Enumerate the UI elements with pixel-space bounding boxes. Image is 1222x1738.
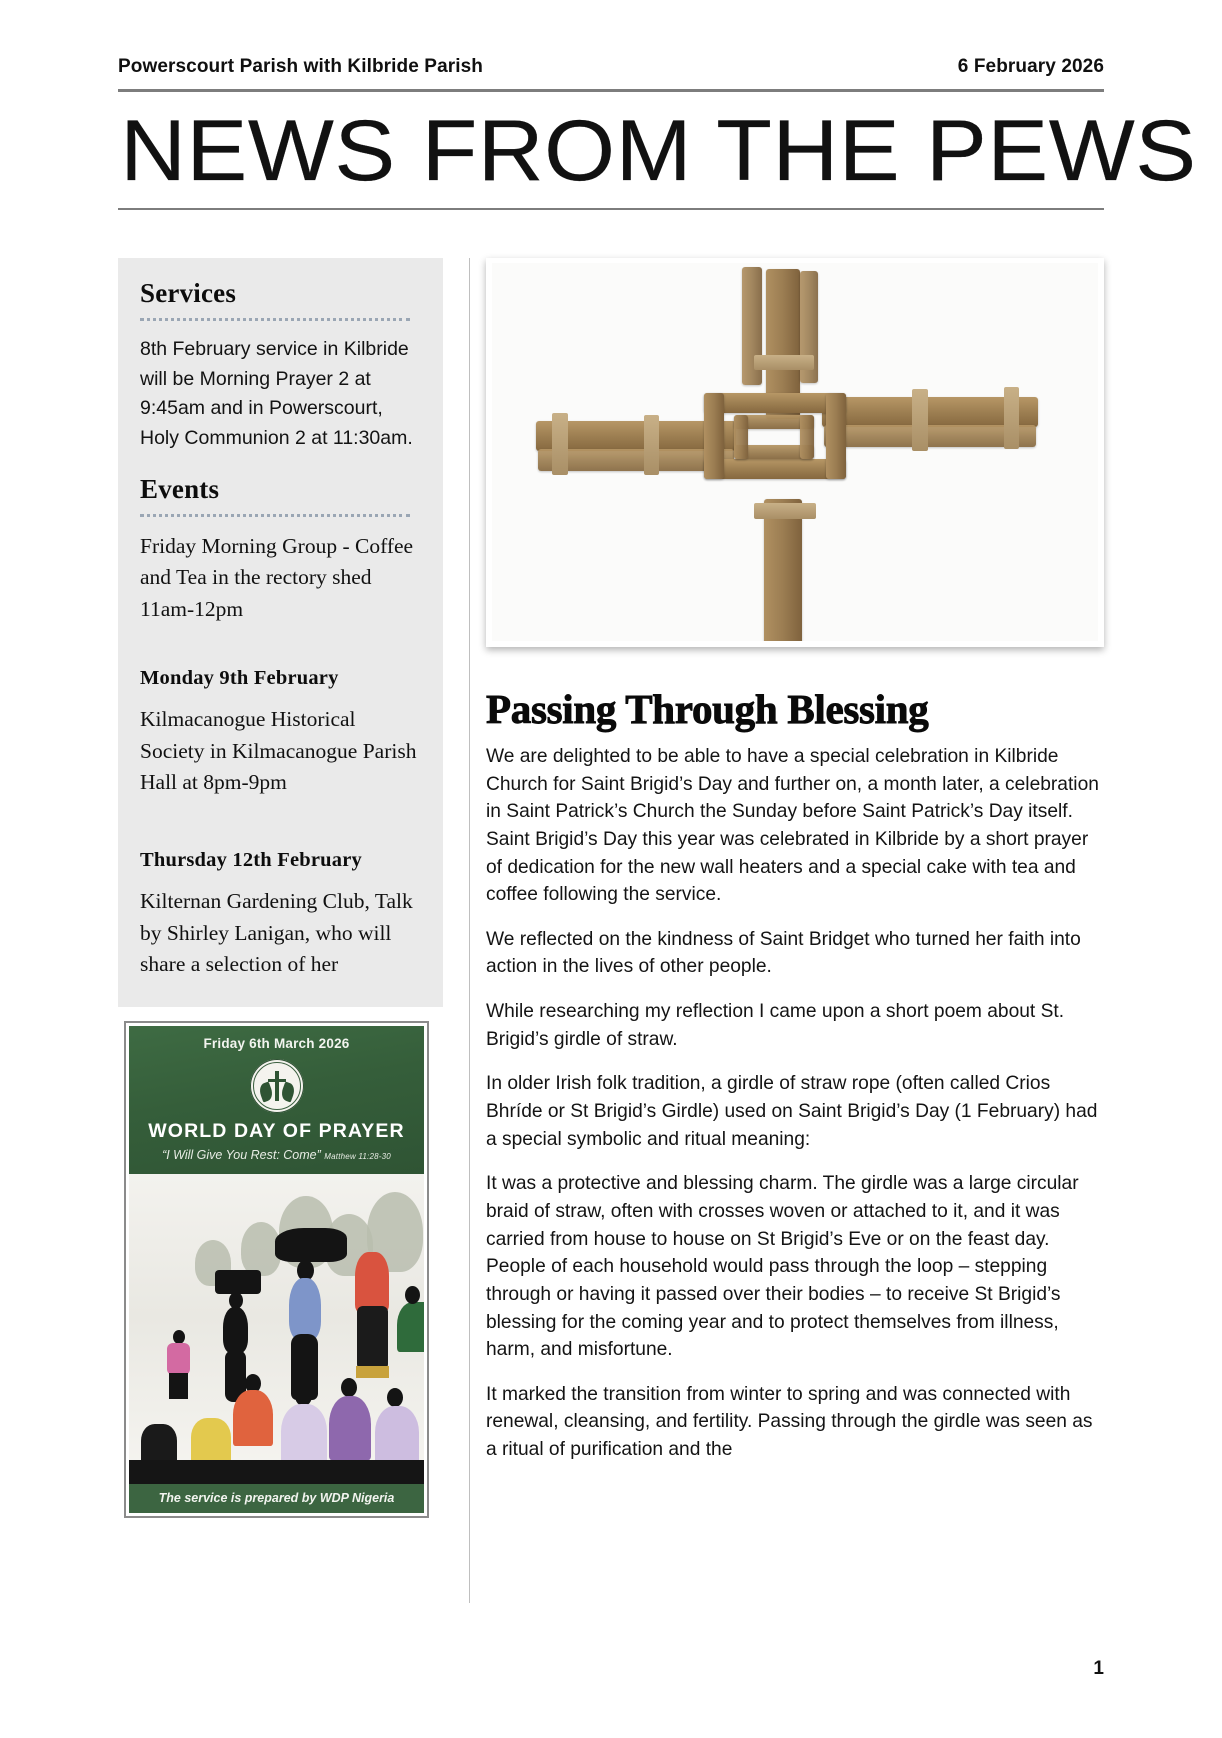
- spacer: [140, 454, 421, 474]
- feature-article: [486, 685, 1104, 1464]
- poster-header: [129, 1026, 424, 1174]
- poster-date: Friday 6th March 2026: [203, 1035, 350, 1051]
- column-divider: [469, 258, 470, 1603]
- article-paragraph-2: While researching my reflection I came upon a short poem about St. Brigid’s girdle of straw.: [486, 1001, 1065, 1050]
- world-day-of-prayer-poster: [124, 1021, 429, 1518]
- event-date-1: Monday 9th February: [140, 667, 339, 690]
- spacer: [140, 690, 421, 704]
- event-text-1: Kilmacanogue Historical Society in Kilmacanogue Parish Hall at 8pm-9pm: [140, 707, 417, 795]
- content-columns: [118, 258, 1104, 1618]
- spacer: [140, 872, 421, 886]
- article-title: Passing Through Blessing: [486, 686, 929, 732]
- poster-title: WORLD DAY OF PRAYER: [148, 1119, 405, 1142]
- events-heading: Events: [140, 473, 220, 504]
- poster-footer: The service is prepared by WDP Nigeria: [129, 1484, 424, 1513]
- world-day-of-prayer-emblem-icon: [250, 1059, 304, 1113]
- poster-inner: [129, 1026, 424, 1513]
- article-paragraph-0: We are delighted to be able to have a special celebration in Kilbride Church for Saint Brigid’s Day and further on, a month later, a celebration in Saint Patrick’s Church the Sunday before Saint Patrick’s Day itself. Saint Brigid’s Day this year was celebrated in Kilbride by a short prayer of dedication for the new wall heaters and a special cake with tea and coffee following the service.: [486, 746, 1099, 906]
- event-text-0: Friday Morning Group - Coffee and Tea in the rectory shed 11am-12pm: [140, 533, 414, 621]
- services-divider: [140, 318, 410, 321]
- poster-tagline: [137, 1148, 416, 1162]
- photo-inner: [492, 263, 1098, 641]
- spacer: [140, 799, 421, 849]
- poster-tagline-text: “I Will Give You Rest: Come”: [162, 1147, 321, 1162]
- page-number: 1: [1093, 1658, 1104, 1679]
- article-paragraph-1: We reflected on the kindness of Saint Bridget who turned her faith into action in the lives of other people.: [486, 928, 1081, 978]
- events-divider: [140, 514, 410, 517]
- sidebar-panel: [118, 258, 443, 1007]
- sidebar: [118, 258, 443, 1518]
- page-title: NEWS FROM THE PEWS: [120, 103, 1197, 199]
- saint-brigids-cross-photo: [486, 258, 1104, 647]
- main-column: [486, 258, 1104, 1481]
- event-date-2: Thursday 12th February: [140, 849, 362, 872]
- events-section: [140, 474, 421, 981]
- services-text: 8th February service in Kilbride will be Morning Prayer 2 at 9:45am and in Powerscourt, Holy Communion 2 at 11:30am.: [140, 338, 413, 449]
- issue-date: 6 February 2026: [957, 56, 1104, 77]
- event-text-2: Kilternan Gardening Club, Talk by Shirley Lanigan, who will share a selection of her: [140, 889, 413, 977]
- spacer: [140, 625, 421, 667]
- article-paragraph-4: It was a protective and blessing charm. The girdle was a large circular braid of straw, often with crosses woven or attached to it, and it was carried from house to house on St Brigid’s Eve or on the feast day. People of each household would pass through the loop – stepping through or having it passed over their bodies – to receive St Brigid’s blessing for the coming year and to protect themselves from illness, harm, and misfortune.: [486, 1173, 1079, 1361]
- poster-scripture-ref: Matthew 11:28-30: [324, 1151, 391, 1161]
- article-paragraph-3: In older Irish folk tradition, a girdle of straw rope (often called Crios Bhríde or St Brigid’s Girdle) used on Saint Brigid’s Day (1 February) had a special symbolic and ritual meaning:: [486, 1073, 1098, 1150]
- masthead-bottom-rule: [118, 208, 1104, 210]
- masthead: [118, 56, 1197, 210]
- services-heading: Services: [140, 278, 237, 308]
- poster-artwork: [129, 1174, 424, 1484]
- masthead-meta-row: [118, 56, 1104, 89]
- article-paragraph-5: It marked the transition from winter to spring and was connected with renewal, cleansing, and fertility. Passing through the girdle was seen as a ritual of purification and the: [486, 1383, 1093, 1461]
- parish-name: Powerscourt Parish with Kilbride Parish: [118, 56, 483, 77]
- services-section: [140, 278, 421, 454]
